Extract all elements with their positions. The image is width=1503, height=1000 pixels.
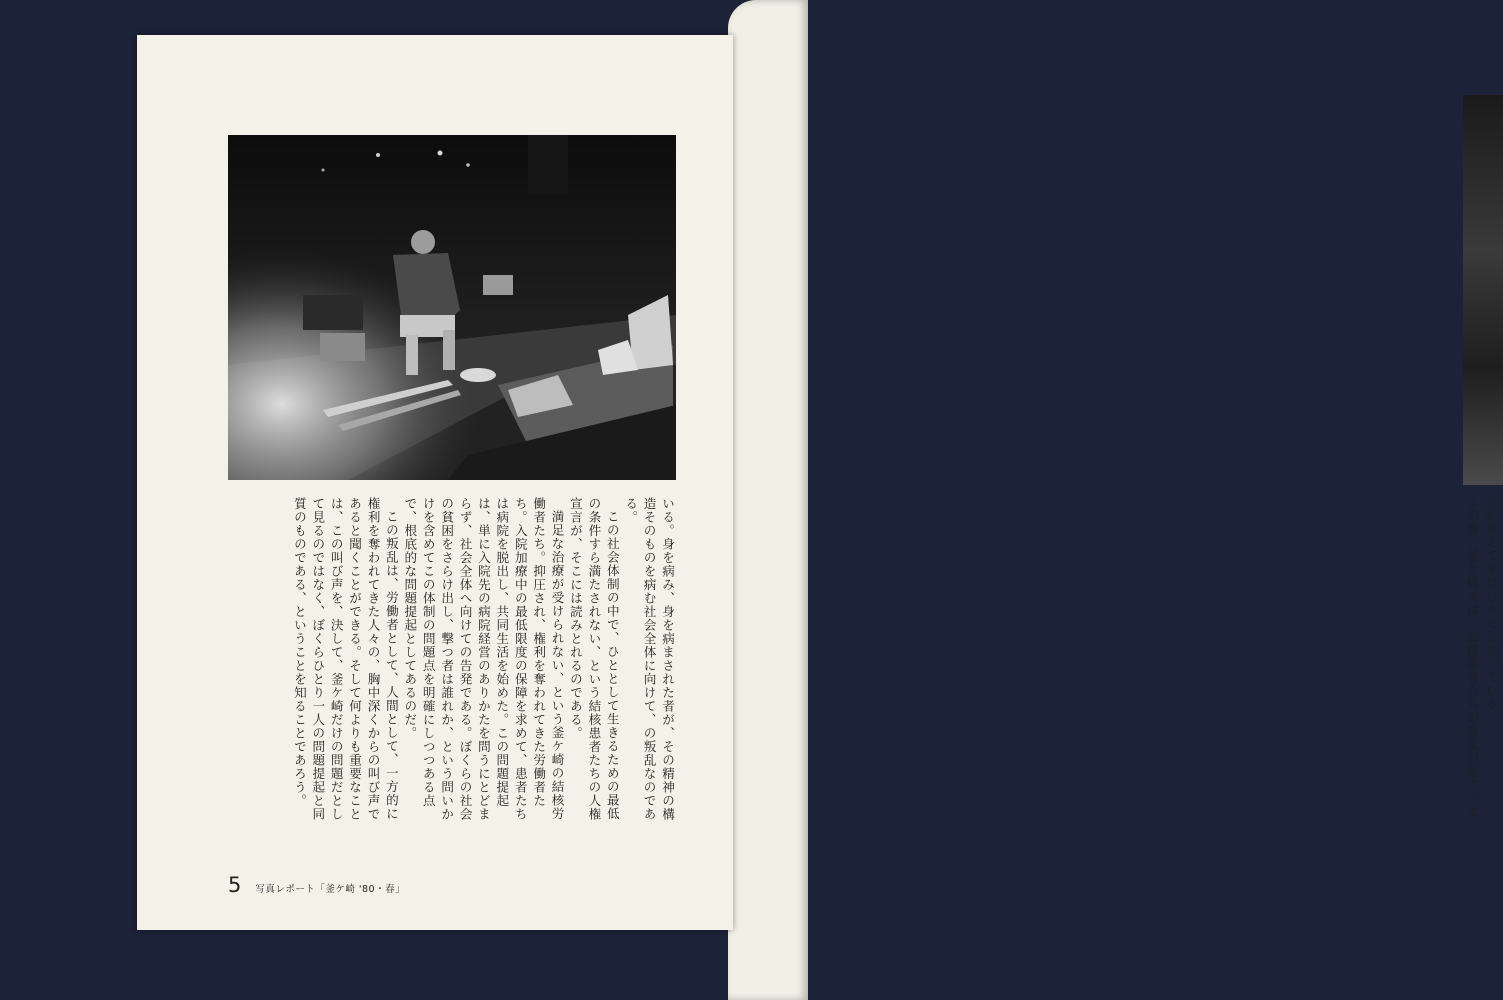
running-caption: 写真レポート「釜ケ崎 '80・春」 <box>255 884 406 895</box>
paragraph: この叛乱は、労働者として、人間として、一方的に権利を奪われてきた人々の、胸中深くからの叫び声であると聞くことができる。そして何よりも重要なことは、この叫び声を、決して、釜ケ崎だけの問題だとして見るのではなく、ぼくらひとり一人の問題提起と同質のものである、ということを知ることであろう。 <box>291 497 399 821</box>
paragraph: この社会体制の中で、ひととして生きるための最低の条件すら満たされない、という結核患者たちの人権宣言が、そこには読みとれるのである。 <box>567 497 620 821</box>
paragraph: いる。身を病み、身を病まされた者が、その精神の構造そのものを病む社会全体に向けて、の叛乱なのである。 <box>623 497 675 821</box>
night-scene-photo <box>228 135 676 480</box>
page-number: 5 <box>228 873 242 897</box>
page-footer <box>228 873 405 895</box>
book-page <box>137 35 733 930</box>
next-page-photo <box>1463 95 1503 485</box>
next-page-line: とが見えてきはじめたと思っている。 <box>1484 495 1499 725</box>
paragraph: 満足な治療が受けられない、という釜ケ崎の結核労働者たち。抑圧され、権利を奪われてきた労働者たち。入院加療中の最低限度の保障を求めて、患者たちは病院を脱出し、共同生活を始めた。この問題提起は、単に入院先の病院経営のありかたを問うにとどまらず、社会全体へ向けての告発である。ぼくらの社会の貧困をさらけ出し、撃つ者は誰れか、という問いかけを含めてこの体制の問題点を明確にしつつある点で、根底的な問題提起としてあるのだ。 <box>402 497 565 821</box>
next-page <box>728 0 1499 1000</box>
next-page-line: この春、釜ケ崎では、結核患者たちの叛乱が起こって <box>1465 495 1480 819</box>
article-body <box>228 497 676 827</box>
